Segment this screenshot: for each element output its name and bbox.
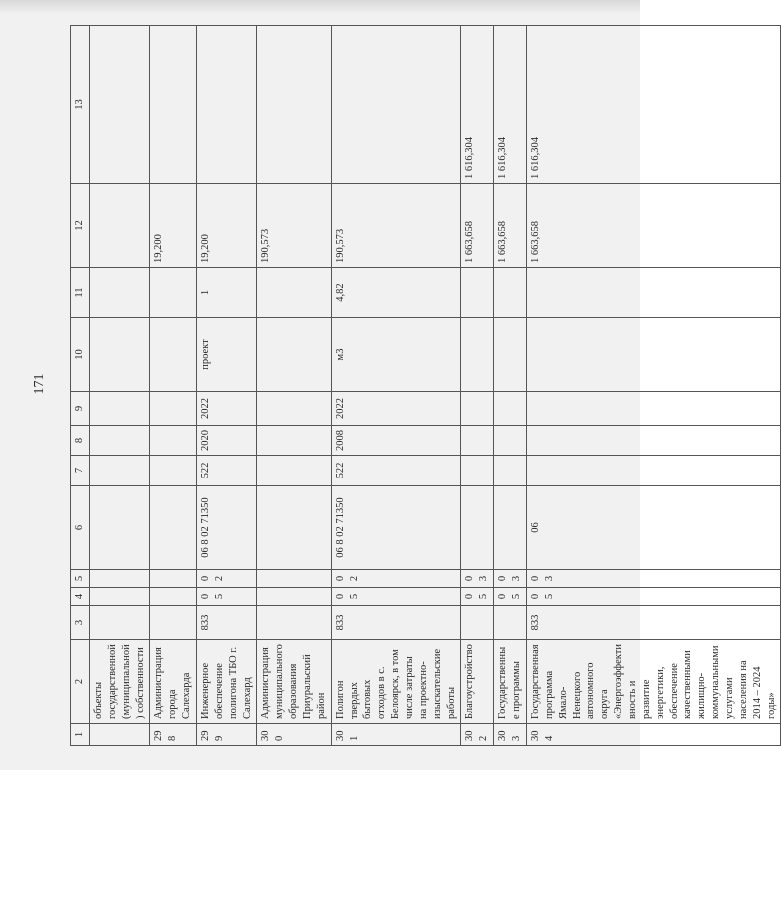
table-cell — [494, 456, 527, 486]
table-cell: 833 — [526, 606, 780, 640]
table-cell — [150, 456, 197, 486]
table-cell: 833 — [331, 606, 461, 640]
table-cell — [257, 588, 331, 606]
table-cell: проект — [197, 318, 257, 392]
name-cell: Государственные программы — [494, 640, 527, 724]
table-cell — [257, 26, 331, 184]
table-cell — [90, 486, 150, 570]
table-cell — [461, 456, 494, 486]
table-cell — [150, 318, 197, 392]
name-cell: Государственная программа Ямало-Ненецкого автономного округа «Энергоэффективность и развитие энергетики, обеспечение качественными жилищно-коммунальными услугами населения на 2014 – 2024 годы» — [526, 640, 780, 724]
row-number-cell: 304 — [526, 724, 780, 746]
table-cell — [461, 392, 494, 426]
name-cell: Администрация муниципального образования Приуральский район — [257, 640, 331, 724]
header-cell: 9 — [71, 392, 90, 426]
table-row — [331, 26, 461, 746]
header-cell: 10 — [71, 318, 90, 392]
table-cell — [526, 318, 780, 392]
table-cell: 05 — [526, 588, 780, 606]
row-number-cell: 299 — [197, 724, 257, 746]
table-cell — [526, 426, 780, 456]
table-cell — [526, 268, 780, 318]
rotated-table-container — [70, 26, 777, 746]
name-cell: Администрация города Салехарда — [150, 640, 197, 724]
header-cell: 4 — [71, 588, 90, 606]
table-row — [461, 26, 494, 746]
table-cell: 2022 — [331, 392, 461, 426]
table-cell — [257, 392, 331, 426]
table-cell — [257, 318, 331, 392]
row-number-cell: 302 — [461, 724, 494, 746]
table-cell — [331, 26, 461, 184]
row-number-cell: 303 — [494, 724, 527, 746]
table-cell — [90, 426, 150, 456]
table-cell: 02 — [331, 570, 461, 588]
table-cell — [257, 570, 331, 588]
table-cell — [494, 486, 527, 570]
table-cell: 19,200 — [150, 184, 197, 268]
table-row — [257, 26, 331, 746]
table-cell: м3 — [331, 318, 461, 392]
table-row — [494, 26, 527, 746]
table-cell — [461, 606, 494, 640]
header-cell: 6 — [71, 486, 90, 570]
header-cell: 3 — [71, 606, 90, 640]
table-cell — [90, 570, 150, 588]
table-cell — [90, 588, 150, 606]
table-row — [526, 26, 780, 746]
table-cell: 05 — [197, 588, 257, 606]
table-cell: 1 663,658 — [494, 184, 527, 268]
table-row — [90, 26, 150, 746]
header-cell: 2 — [71, 640, 90, 724]
table-cell — [150, 606, 197, 640]
table-cell: 05 — [494, 588, 527, 606]
table-cell: 190,573 — [331, 184, 461, 268]
table-cell — [90, 606, 150, 640]
table-cell: 19,200 — [197, 184, 257, 268]
header-cell: 12 — [71, 184, 90, 268]
table-cell: 05 — [461, 588, 494, 606]
name-cell: Полигон твердых бытовых отходов в с. Белоярск, в том числе затраты на проектно-изыскательские работы — [331, 640, 461, 724]
table-cell: 522 — [197, 456, 257, 486]
table-cell: 06 8 02 71350 — [197, 486, 257, 570]
table-cell — [90, 392, 150, 426]
table-row — [150, 26, 197, 746]
table-cell — [257, 456, 331, 486]
table-cell — [461, 426, 494, 456]
table-cell: 1 — [197, 268, 257, 318]
table-cell — [461, 318, 494, 392]
table-cell: 1 616,304 — [494, 26, 527, 184]
table-cell — [257, 268, 331, 318]
table-cell: 06 8 02 71350 — [331, 486, 461, 570]
table-cell — [461, 268, 494, 318]
table-cell: 2008 — [331, 426, 461, 456]
page-number: 171 — [32, 373, 47, 395]
row-number-cell: 298 — [150, 724, 197, 746]
header-row — [71, 26, 90, 746]
table-cell: 1 663,658 — [461, 184, 494, 268]
table-cell — [150, 268, 197, 318]
header-cell: 1 — [71, 724, 90, 746]
name-cell: Благоустройство — [461, 640, 494, 724]
table-cell: 1 616,304 — [461, 26, 494, 184]
table-cell — [90, 456, 150, 486]
row-number-cell: 301 — [331, 724, 461, 746]
row-number-cell — [90, 724, 150, 746]
table-cell — [494, 426, 527, 456]
table-cell — [257, 486, 331, 570]
header-cell: 13 — [71, 26, 90, 184]
table-row — [197, 26, 257, 746]
table-cell: 190,573 — [257, 184, 331, 268]
table-cell: 05 — [331, 588, 461, 606]
budget-table — [70, 25, 781, 746]
table-cell — [526, 456, 780, 486]
table-cell — [90, 26, 150, 184]
table-cell — [150, 426, 197, 456]
name-cell: Инженерное обеспечение полигона ТБО г. Салехард — [197, 640, 257, 724]
table-cell: 06 — [526, 486, 780, 570]
name-cell: объекты государственной (муниципальной) собственности — [90, 640, 150, 724]
table-cell: 2022 — [197, 392, 257, 426]
table-cell — [150, 392, 197, 426]
table-cell — [90, 318, 150, 392]
table-cell — [494, 392, 527, 426]
table-cell — [494, 606, 527, 640]
header-cell: 8 — [71, 426, 90, 456]
document-table-area — [70, 26, 777, 746]
table-cell — [257, 426, 331, 456]
table-cell: 2020 — [197, 426, 257, 456]
table-cell — [150, 570, 197, 588]
table-cell — [150, 588, 197, 606]
table-cell: 4,82 — [331, 268, 461, 318]
table-cell — [90, 268, 150, 318]
table-cell — [257, 606, 331, 640]
table-cell — [494, 268, 527, 318]
table-cell: 522 — [331, 456, 461, 486]
table-cell — [461, 486, 494, 570]
table-cell — [197, 26, 257, 184]
table-cell — [526, 392, 780, 426]
table-cell: 1 616,304 — [526, 26, 780, 184]
table-cell — [90, 184, 150, 268]
table-cell: 03 — [526, 570, 780, 588]
header-cell: 5 — [71, 570, 90, 588]
table-cell — [494, 318, 527, 392]
table-cell: 03 — [494, 570, 527, 588]
table-cell — [150, 26, 197, 184]
table-cell: 03 — [461, 570, 494, 588]
table-cell — [150, 486, 197, 570]
table-cell: 833 — [197, 606, 257, 640]
row-number-cell: 300 — [257, 724, 331, 746]
table-cell: 1 663,658 — [526, 184, 780, 268]
table-cell: 02 — [197, 570, 257, 588]
scan-edge-shadow — [0, 0, 640, 14]
header-cell: 11 — [71, 268, 90, 318]
header-cell: 7 — [71, 456, 90, 486]
